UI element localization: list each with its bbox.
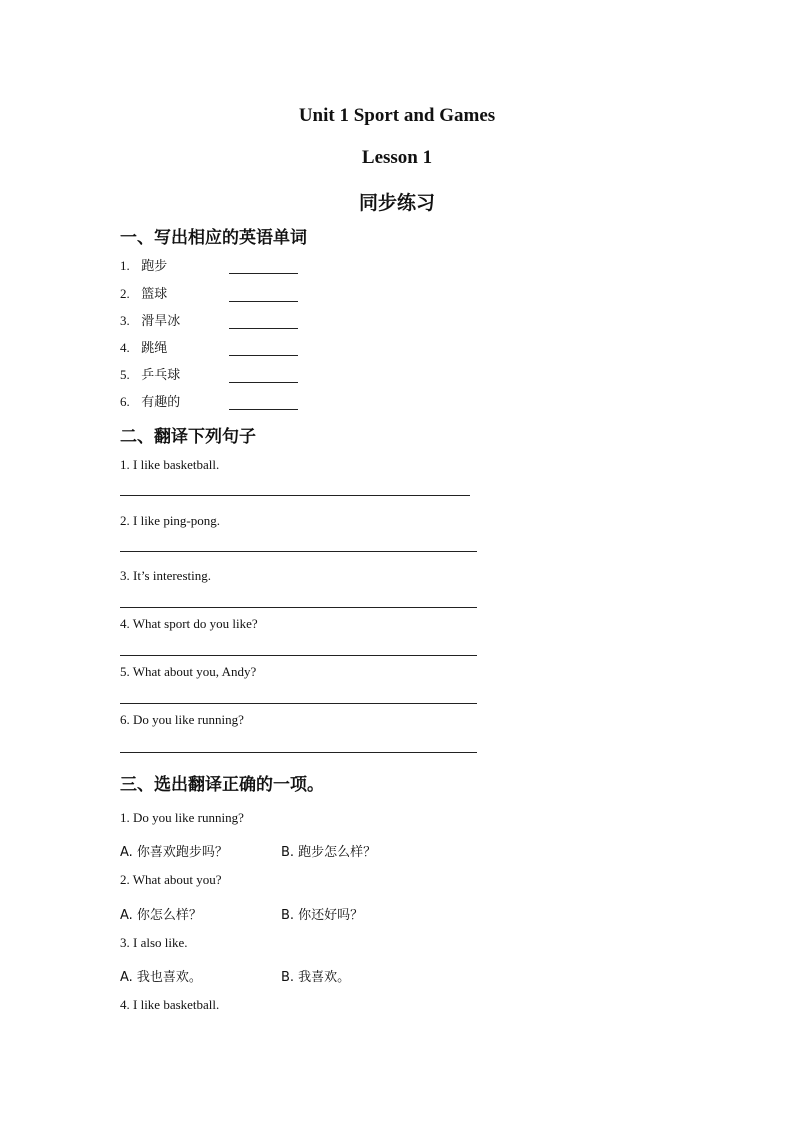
section3-heading: 三、选出翻译正确的一项。	[120, 775, 324, 795]
translate-sentence: 1. I like basketball.	[120, 457, 220, 472]
vocab-number: 3.	[120, 313, 130, 328]
answer-blank[interactable]	[229, 272, 298, 274]
answer-line[interactable]	[120, 550, 477, 552]
choice-question: 3. I also like.	[120, 935, 188, 950]
choice-question: 4. I like basketball.	[120, 997, 220, 1012]
vocab-word: 篮球	[141, 287, 168, 302]
vocab-number: 6.	[120, 394, 130, 409]
answer-blank[interactable]	[229, 354, 298, 356]
answer-blank[interactable]	[229, 381, 298, 383]
translate-sentence: 3. It’s interesting.	[120, 568, 211, 583]
choice-question: 2. What about you?	[120, 872, 222, 887]
option-a[interactable]: A. 你喜欢跑步吗？	[120, 845, 228, 860]
vocab-item	[120, 339, 231, 357]
vocab-word: 跳绳	[141, 341, 168, 356]
option-b[interactable]: B. 我喜欢。	[281, 970, 351, 985]
vocab-word: 滑旱冰	[141, 314, 181, 329]
option-b[interactable]: B. 你还好吗？	[281, 908, 364, 923]
choice-question: 1. Do you like running?	[120, 810, 244, 825]
section2-heading: 二、翻译下列句子	[120, 427, 256, 447]
vocab-item	[120, 285, 231, 303]
answer-blank[interactable]	[229, 327, 298, 329]
answer-line[interactable]	[120, 702, 477, 704]
page-subtitle: 同步练习	[358, 193, 435, 214]
vocab-number: 4.	[120, 340, 130, 355]
vocab-number: 1.	[120, 258, 130, 273]
answer-blank[interactable]	[229, 300, 298, 302]
answer-blank[interactable]	[229, 408, 298, 410]
vocab-word: 有趣的	[141, 395, 181, 410]
option-a[interactable]: A. 你怎么样？	[120, 908, 202, 923]
translate-sentence: 2. I like ping-pong.	[120, 513, 221, 528]
vocab-item	[120, 393, 231, 411]
vocab-item	[120, 312, 231, 330]
translate-sentence: 6. Do you like running?	[120, 712, 244, 727]
vocab-item	[120, 366, 231, 384]
vocab-number: 2.	[120, 286, 130, 301]
lesson-title: Lesson 1	[361, 147, 433, 168]
answer-line[interactable]	[120, 751, 477, 753]
section1-heading: 一、写出相应的英语单词	[120, 228, 307, 248]
translate-sentence: 4. What sport do you like?	[120, 616, 258, 631]
answer-line[interactable]	[120, 494, 470, 496]
vocab-item	[120, 257, 231, 275]
option-a[interactable]: A. 我也喜欢。	[120, 970, 202, 985]
option-b[interactable]: B. 跑步怎么样？	[281, 845, 377, 860]
translate-sentence: 5. What about you, Andy?	[120, 664, 257, 679]
page-title: Unit 1 Sport and Games	[298, 105, 496, 126]
answer-line[interactable]	[120, 654, 477, 656]
vocab-word: 乒乓球	[141, 368, 181, 383]
vocab-word: 跑步	[141, 259, 168, 274]
vocab-number: 5.	[120, 367, 130, 382]
answer-line[interactable]	[120, 606, 477, 608]
